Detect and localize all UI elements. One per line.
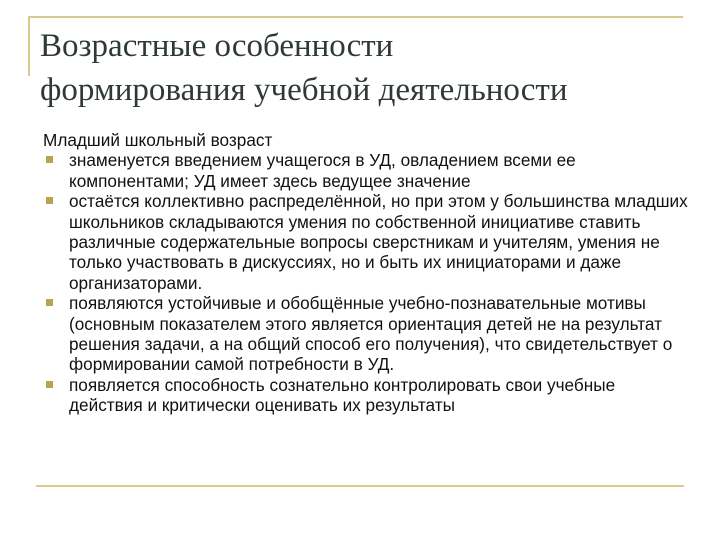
square-bullet-icon: [46, 197, 53, 204]
list-item: [43, 191, 688, 293]
list-item-text: появляются устойчивые и обобщённые учебно-познавательные мотивы (основным показателем этого является ориентация детей не на результат решения задачи, а на общий способ его получения), что свидетельствует о формировании самой потребности в УД.: [69, 293, 673, 375]
square-bullet-icon: [46, 156, 53, 163]
lead-text: Младший школьный возраст: [43, 130, 273, 150]
frame-left-line: [28, 16, 30, 76]
list-item-text: знаменуется введением учащегося в УД, овладением всеми ее компонентами; УД имеет здесь ведущее значение: [69, 150, 576, 191]
list-item: [43, 375, 688, 416]
slide-title-line-2: формирования учебной деятельности: [40, 72, 568, 108]
slide-title-line-1: Возрастные особенности: [40, 28, 394, 64]
list-item-text: остаётся коллективно распределённой, но при этом у большинства младших школьников складываются умения по собственной инициативе ставить различные содержательные вопросы сверстникам и учителям, умения не только участвовать в дискуссиях, но и быть их инициаторами и даже организаторами.: [69, 191, 688, 293]
slide-body: [43, 130, 688, 416]
list-item: [43, 293, 688, 375]
list-item: [43, 150, 688, 191]
bullet-list: [43, 150, 688, 415]
square-bullet-icon: [46, 381, 53, 388]
frame-top-line: [28, 16, 683, 18]
frame-bottom-line: [36, 485, 684, 487]
slide-title: [40, 24, 690, 112]
list-item-text: появляется способность сознательно контролировать свои учебные действия и критически оценивать их результаты: [69, 374, 616, 416]
square-bullet-icon: [46, 299, 53, 306]
